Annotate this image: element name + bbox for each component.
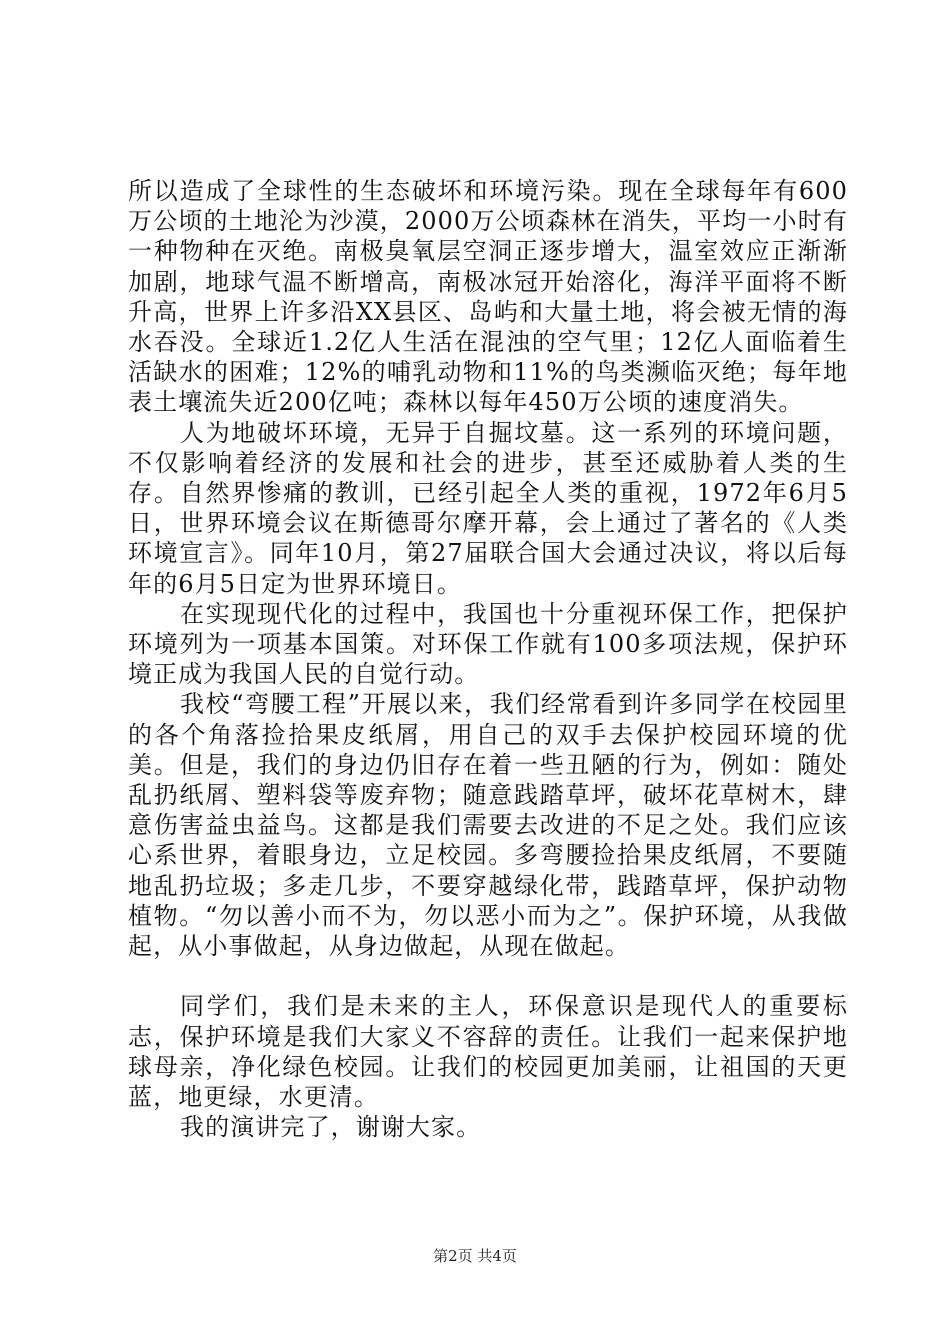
paragraph-school-campaign: 我校“弯腰工程”开展以来，我们经常看到许多同学在校园里的各个角落捡拾果皮纸屑，用自己的双手去保护校园环境的优美。但是，我们的身边仍旧存在着一些丑陋的行为，例如：随处乱扔纸屑、塑料袋等废弃物；随意践踏草坪，破坏花草树木，肆意伤害益虫益鸟。这都是我们需要去改进的不足之处。我们应该心系世界，着眼身边，立足校园。多弯腰捡拾果皮纸屑，不要随地乱扔垃圾；多走几步，不要穿越绿化带，践踏草坪，保护动物植物。“勿以善小而不为，勿以恶小而为之”。保护环境，从我做起，从小事做起，从身边做起，从现在做起。 <box>128 690 848 961</box>
page-footer: 第2页 共4页 <box>433 1247 517 1265</box>
paragraph-call-to-action: 同学们，我们是未来的主人，环保意识是现代人的重要标志，保护环境是我们大家义不容辞的责任。让我们一起来保护地球母亲，净化绿色校园。让我们的校园更加美丽，让祖国的天更蓝，地更绿，水更清。 <box>128 992 848 1112</box>
paragraph-national-policy: 在实现现代化的过程中，我国也十分重视环保工作，把保护环境列为一项基本国策。对环保工作就有100多项法规，保护环境正成为我国人民的自觉行动。 <box>128 599 848 689</box>
paragraph-closing: 我的演讲完了，谢谢大家。 <box>180 1113 482 1142</box>
paragraph-continuation: 所以造成了全球性的生态破坏和环境污染。现在全球每年有600万公顷的土地沦为沙漠，2000万公顷森林在消失，平均一小时有一种物种在灭绝。南极臭氧层空洞正逐步增大，温室效应正渐渐加剧，地球气温不断增高，南极冰冠开始溶化，海洋平面将不断升高，世界上许多沿XX县区、岛屿和大量土地，将会被无情的海水吞没。全球近1.2亿人生活在混浊的空气里；12亿人面临着生活缺水的困难；12%的哺乳动物和11%的鸟类濒临灭绝；每年地表土壤流失近200亿吨；森林以每年450万公顷的速度消失。 <box>128 177 848 417</box>
paragraph-self-destruction: 人为地破坏环境，无异于自掘坟墓。这一系列的环境问题，不仅影响着经济的发展和社会的进步，甚至还威胁着人类的生存。自然界惨痛的教训，已经引起全人类的重视，1972年6月5日，世界环境会议在斯德哥尔摩开幕，会上通过了著名的《人类环境宣言》。同年10月，第27届联合国大会通过决议，将以后每年的6月5日定为世界环境日。 <box>128 418 848 598</box>
speech-body <box>128 176 848 1142</box>
